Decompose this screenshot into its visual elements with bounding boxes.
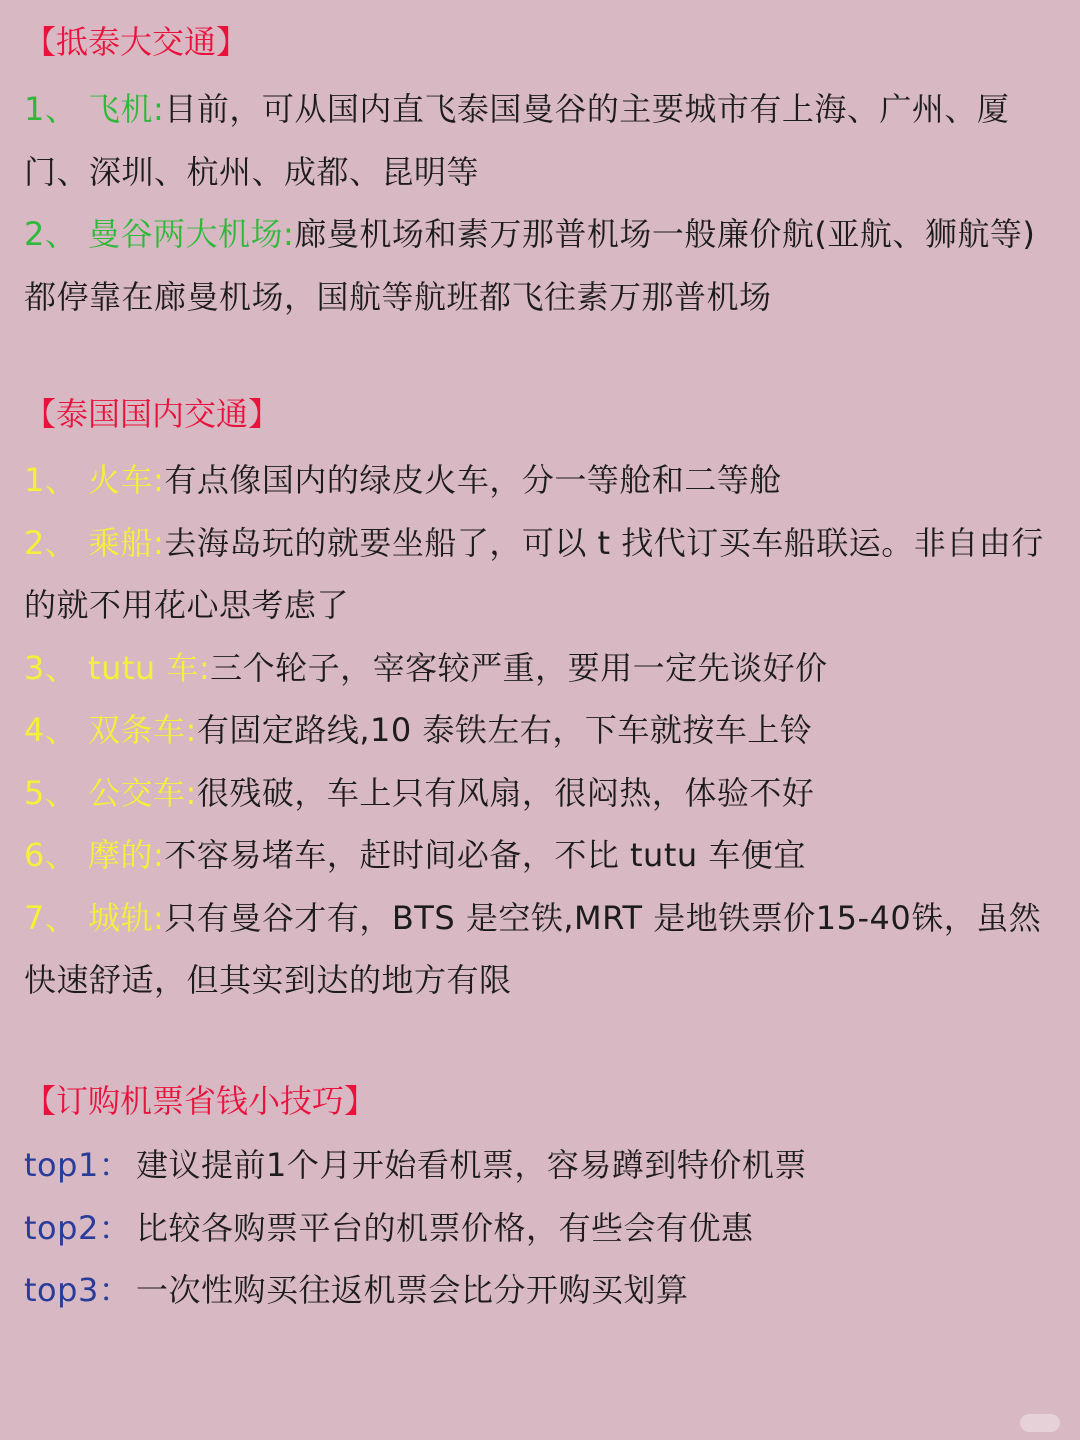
item-text: 有固定路线,10 泰铁左右，下车就按车上铃 <box>196 711 813 749</box>
section-arrival-transport <box>24 18 1064 328</box>
list-item <box>24 1197 1064 1260</box>
item-text: 一次性购买往返机票会比分开购买划算 <box>136 1271 689 1309</box>
item-label: 7、 城轨: <box>24 898 165 937</box>
item-text: 只有曼谷才有，BTS 是空铁,MRT 是地铁票价15-40铢，虽然快速舒适，但其实到达的地方有限 <box>24 898 1042 999</box>
item-text: 三个轮子，宰客较严重，要用一定先谈好价 <box>210 648 828 687</box>
list-item <box>24 762 1064 825</box>
item-label: top2： <box>24 1208 132 1247</box>
list-item <box>24 203 1064 328</box>
item-label: 1、 飞机: <box>24 90 165 128</box>
section-heading: 【泰国国内交通】 <box>24 395 281 433</box>
list-item <box>24 887 1064 1012</box>
section-heading: 【订购机票省钱小技巧】 <box>24 1082 377 1120</box>
list-item <box>24 1134 1064 1197</box>
item-text: 去海岛玩的就要坐船了，可以 t 找代订买车船联运。非自由行的就不用花心思考虑了 <box>24 523 1044 624</box>
item-label: 6、 摩的: <box>24 836 165 874</box>
item-label: top3： <box>24 1271 132 1309</box>
item-label: 4、 双条车: <box>24 711 197 749</box>
list-item <box>24 449 1064 512</box>
item-text: 很残破，车上只有风扇，很闷热，体验不好 <box>196 773 815 812</box>
list-item <box>24 512 1064 637</box>
watermark-badge <box>1020 1414 1060 1432</box>
list-item <box>24 78 1064 203</box>
item-label: 2、 曼谷两大机场: <box>24 215 295 253</box>
item-label: 2、 乘船: <box>24 523 165 562</box>
section-domestic-transport <box>24 390 1064 1012</box>
item-label: 1、 火车: <box>24 461 165 499</box>
item-text: 廊曼机场和素万那普机场一般廉价航(亚航、狮航等)都停靠在廊曼机场，国航等航班都飞往素万那普机场 <box>24 215 1036 316</box>
item-text: 不容易堵车，赶时间必备，不比 tutu 车便宜 <box>164 836 806 874</box>
item-text: 有点像国内的绿皮火车，分一等舱和二等舱 <box>164 461 782 499</box>
list-item <box>24 699 1064 762</box>
list-item <box>24 824 1064 887</box>
item-label: 5、 公交车: <box>24 773 197 812</box>
section-ticket-tips <box>24 1077 1064 1322</box>
item-label: top1： <box>24 1146 132 1184</box>
item-label: 3、 tutu 车: <box>24 648 211 687</box>
item-text: 目前，可从国内直飞泰国曼谷的主要城市有上海、广州、厦门、深圳、杭州、成都、昆明等 <box>24 90 1010 191</box>
item-text: 比较各购票平台的机票价格，有些会有优惠 <box>136 1208 754 1247</box>
list-item <box>24 1259 1064 1322</box>
section-heading: 【抵泰大交通】 <box>24 23 249 61</box>
list-item <box>24 637 1064 700</box>
item-text: 建议提前1个月开始看机票，容易蹲到特价机票 <box>136 1146 807 1184</box>
